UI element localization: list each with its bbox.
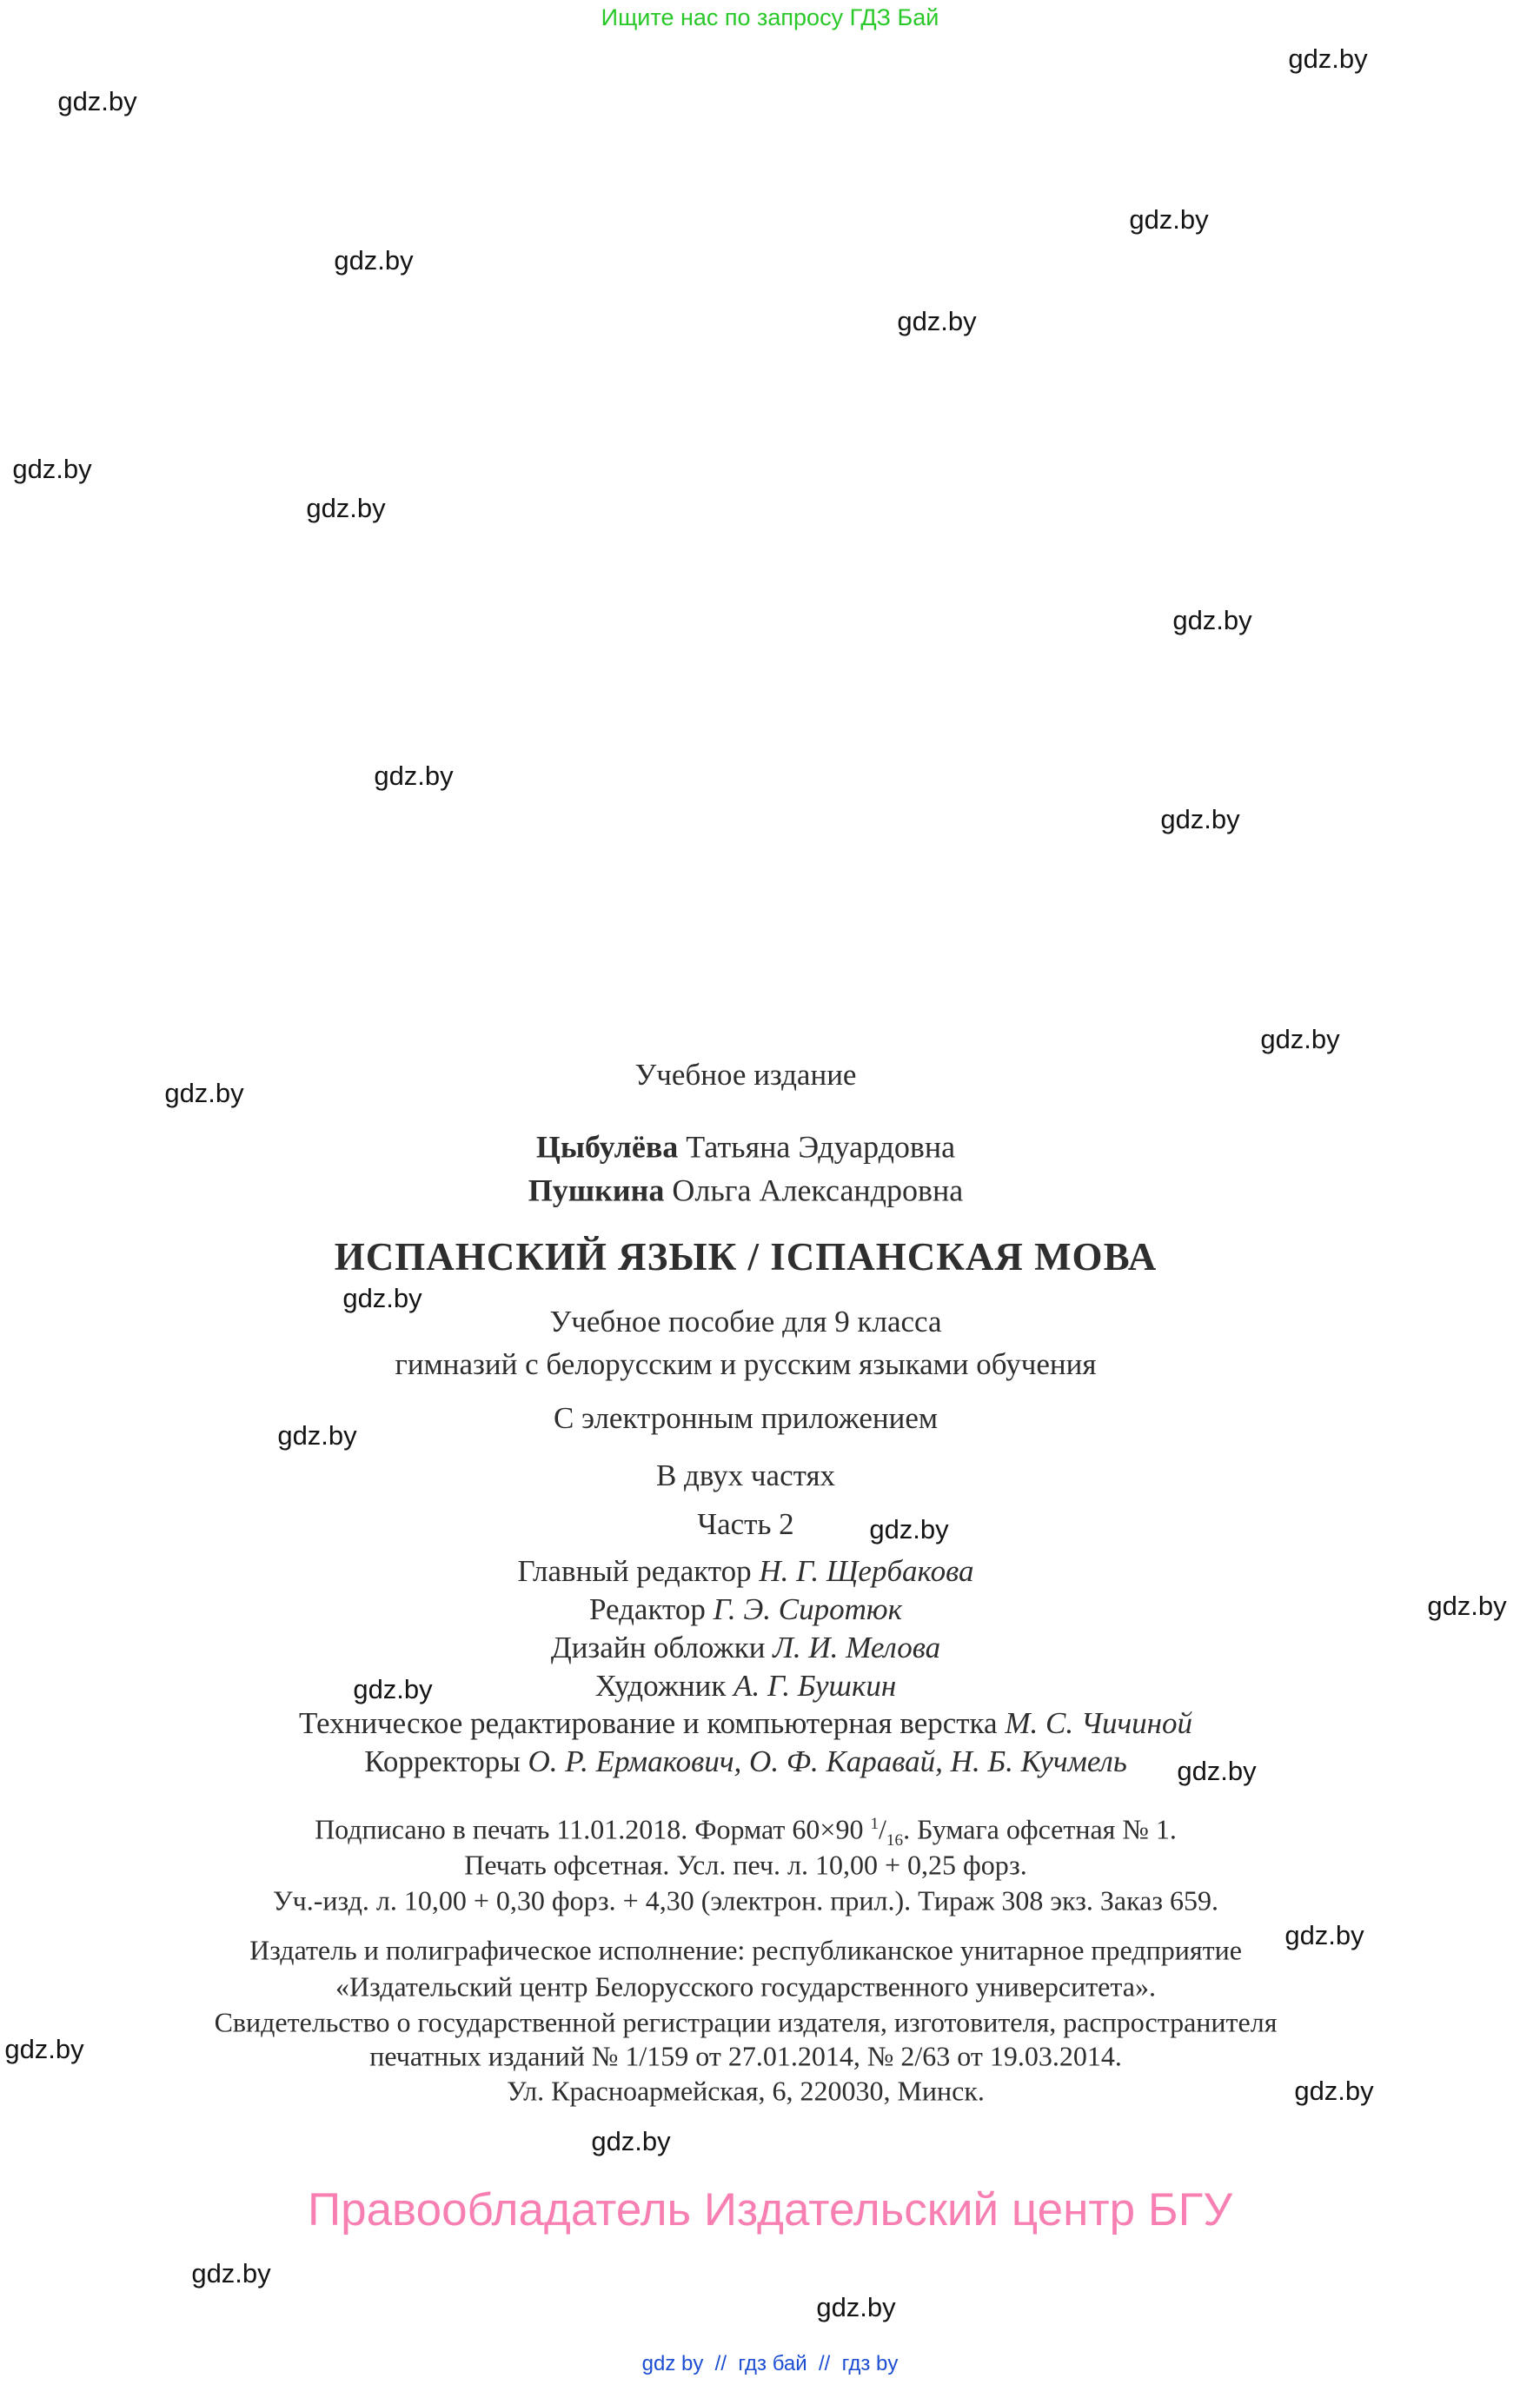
author-surname: Цыбулёва bbox=[535, 1129, 679, 1165]
credit-name: Л. И. Мелова bbox=[773, 1630, 941, 1664]
watermark-gdz: gdz.by bbox=[1172, 605, 1252, 635]
credit-role: Дизайн обложки bbox=[550, 1630, 773, 1664]
watermark-gdz: gdz.by bbox=[1284, 1920, 1364, 1950]
credit-role: Корректоры bbox=[364, 1744, 528, 1778]
watermark-gdz: gdz.by bbox=[12, 454, 92, 484]
credit-line-correctors bbox=[23, 1744, 1469, 1779]
watermark-gdz: gdz.by bbox=[334, 245, 414, 276]
author-given-names: Ольга Александровна bbox=[664, 1173, 964, 1208]
imprint-line-3: Уч.-изд. л. 10,00 + 0,30 форз. + 4,30 (электрон. прил.). Тираж 308 экз. Заказ 659. bbox=[272, 1884, 1218, 1917]
author-line-2 bbox=[23, 1173, 1469, 1208]
parts-label: В двух частях bbox=[655, 1458, 836, 1492]
watermark-gdz: gdz.by bbox=[1129, 204, 1209, 235]
author-line-1 bbox=[23, 1129, 1469, 1165]
subtitle-line-1: Учебное пособие для 9 класса bbox=[549, 1304, 942, 1339]
watermark-gdz: gdz.by bbox=[342, 1283, 422, 1313]
part-number: Часть 2 bbox=[697, 1506, 794, 1541]
footer-site-links: gdz by // гдз бай // гдз by bbox=[641, 2351, 899, 2375]
subtitle-line-2: гимназий с белорусским и русским языками обучения bbox=[395, 1346, 1097, 1381]
author-surname: Пушкина bbox=[528, 1173, 665, 1208]
watermark-gdz: gdz.by bbox=[1427, 1591, 1507, 1621]
fraction-numerator: 1 bbox=[870, 1814, 880, 1833]
watermark-gdz: gdz.by bbox=[591, 2126, 671, 2156]
watermark-gdz: gdz.by bbox=[374, 761, 454, 791]
imprint-line-2: Печать офсетная. Усл. печ. л. 10,00 + 0,25 форз. bbox=[464, 1849, 1027, 1881]
credit-name: Н. Г. Щербакова bbox=[759, 1553, 974, 1588]
fraction-denominator: 16 bbox=[886, 1830, 904, 1850]
watermark-gdz: gdz.by bbox=[353, 1674, 433, 1704]
watermark-gdz: gdz.by bbox=[191, 2258, 271, 2289]
watermark-gdz: gdz.by bbox=[869, 1514, 949, 1545]
credit-name: О. Р. Ермакович, О. Ф. Каравай, Н. Б. Кучмель bbox=[528, 1744, 1127, 1778]
watermark-gdz: gdz.by bbox=[816, 2292, 896, 2322]
credit-name: М. С. Чичиной bbox=[1005, 1705, 1193, 1740]
credit-name: Г. Э. Сиротюк bbox=[713, 1591, 902, 1626]
edition-label: Учебное издание bbox=[634, 1057, 857, 1092]
book-title: ИСПАНСКИЙ ЯЗЫК / ІСПАНСКАЯ МОВА bbox=[334, 1235, 1158, 1279]
credit-role: Редактор bbox=[589, 1591, 714, 1626]
watermark-gdz: gdz.by bbox=[277, 1420, 357, 1451]
watermark-gdz: gdz.by bbox=[4, 2034, 84, 2064]
rights-holder-line: Правообладатель Издательский центр БГУ bbox=[308, 2183, 1232, 2236]
credit-line-chief-editor bbox=[23, 1554, 1469, 1589]
credit-name: А. Г. Бушкин bbox=[733, 1668, 897, 1703]
credit-line-cover-design bbox=[23, 1631, 1469, 1665]
publisher-line-5: Ул. Красноармейская, 6, 220030, Минск. bbox=[507, 2075, 985, 2107]
watermark-gdz: gdz.by bbox=[1160, 804, 1240, 834]
watermark-gdz: gdz.by bbox=[57, 86, 137, 116]
watermark-gdz: gdz.by bbox=[306, 493, 386, 523]
credit-role: Техническое редактирование и компьютерная верстка bbox=[298, 1705, 1006, 1740]
publisher-line-1: Издатель и полиграфическое исполнение: республиканское унитарное предприятие bbox=[249, 1934, 1242, 1966]
credit-role: Художник bbox=[594, 1668, 734, 1703]
author-given-names: Татьяна Эдуардовна bbox=[678, 1129, 956, 1165]
watermark-gdz: gdz.by bbox=[1260, 1024, 1340, 1054]
imprint-text: . Бумага офсетная № 1. bbox=[903, 1813, 1177, 1845]
publisher-line-3: Свидетельство о государственной регистрации издателя, изготовителя, распространителя bbox=[214, 2006, 1278, 2038]
watermark-gdz: gdz.by bbox=[1288, 43, 1368, 74]
imprint-line-1 bbox=[23, 1813, 1469, 1850]
credit-line-editor bbox=[23, 1592, 1469, 1627]
publisher-line-4: печатных изданий № 1/159 от 27.01.2014, № 2/63 от 19.03.2014. bbox=[369, 2040, 1122, 2072]
watermark-gdz: gdz.by bbox=[164, 1078, 244, 1108]
fraction-slash: / bbox=[879, 1813, 886, 1845]
credit-line-artist bbox=[23, 1669, 1469, 1704]
supplement-line: С электронным приложением bbox=[553, 1400, 939, 1435]
publisher-line-2: «Издательский центр Белорусского государственного университета». bbox=[335, 1970, 1156, 2003]
watermark-gdz: gdz.by bbox=[1294, 2076, 1374, 2106]
watermark-gdz: gdz.by bbox=[1177, 1756, 1257, 1786]
watermark-gdz: gdz.by bbox=[897, 306, 977, 336]
credit-line-technical bbox=[23, 1706, 1469, 1741]
credit-role: Главный редактор bbox=[517, 1553, 760, 1588]
imprint-text: Подписано в печать 11.01.2018. Формат 60×90 bbox=[315, 1813, 871, 1845]
top-banner-text: Ищите нас по запросу ГДЗ Бай bbox=[601, 4, 939, 31]
